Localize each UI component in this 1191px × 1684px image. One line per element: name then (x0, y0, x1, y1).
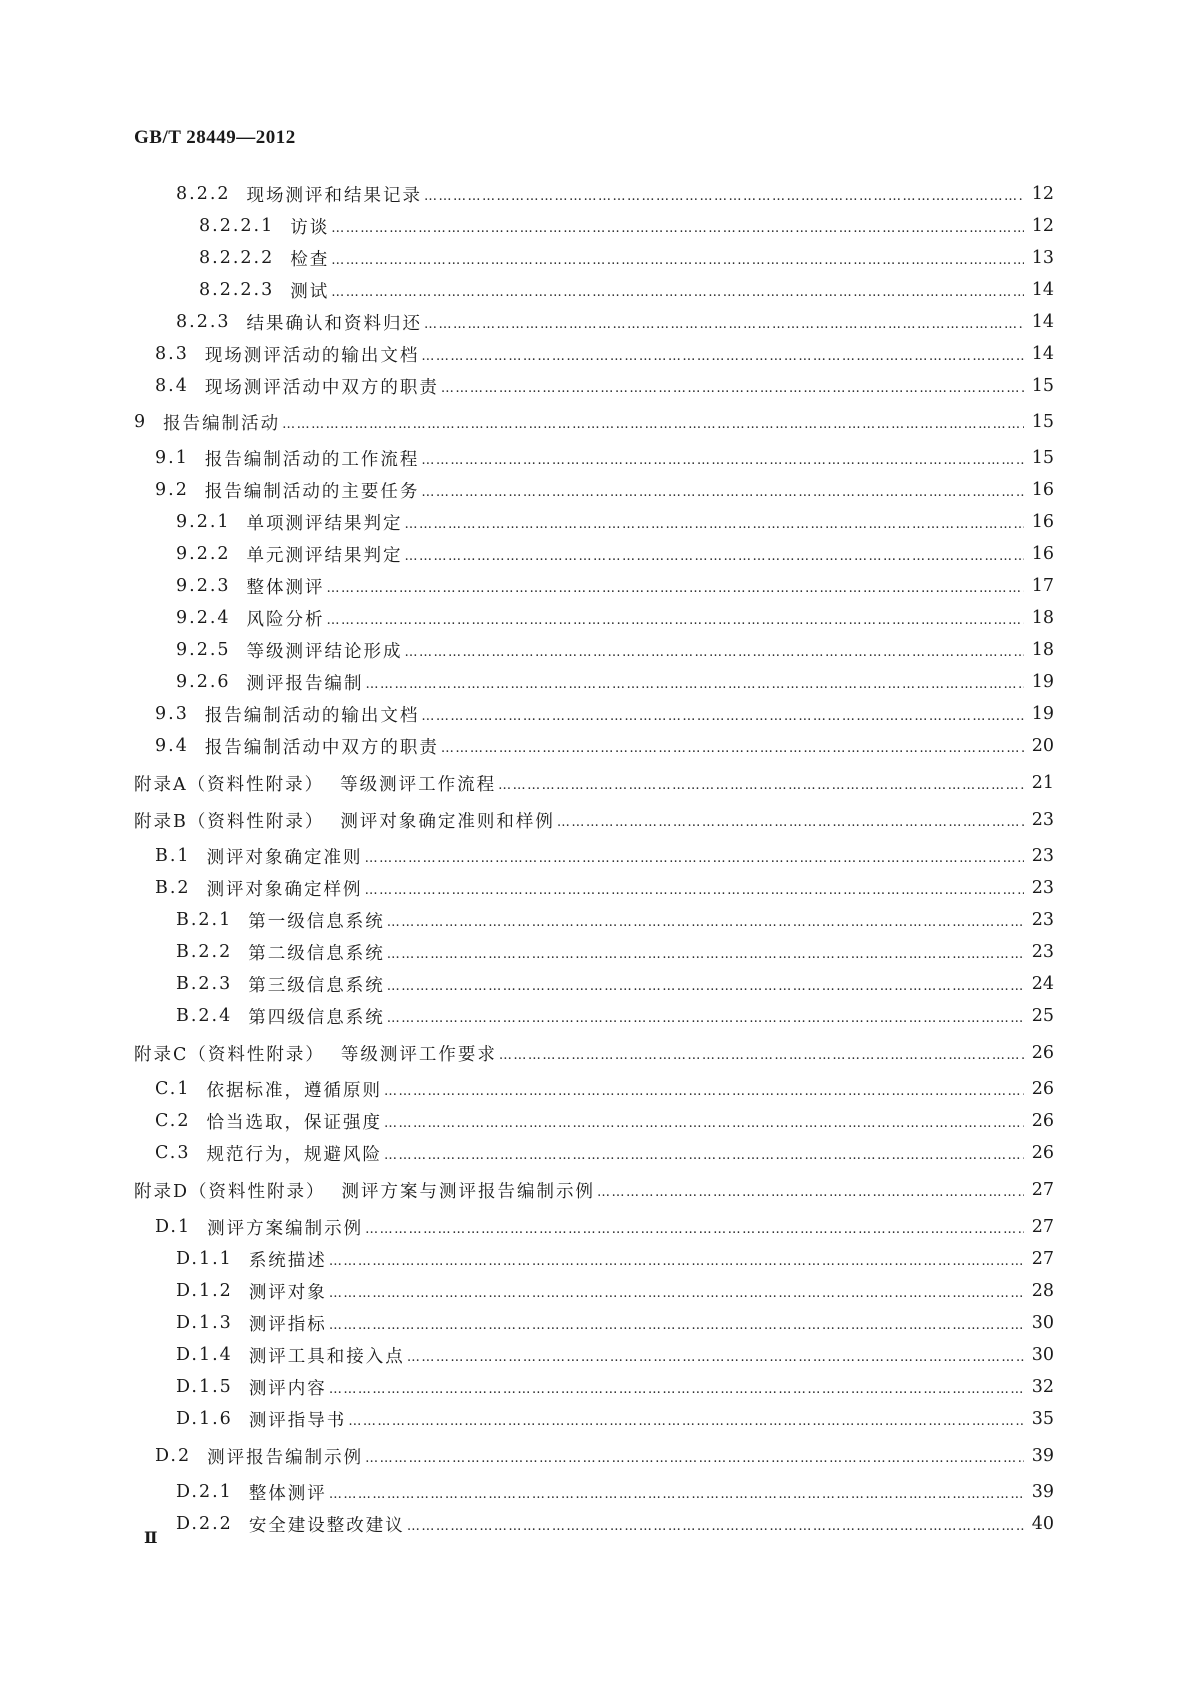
dot-leader (441, 381, 1024, 396)
toc-entry-number: B.2.1 (176, 910, 233, 930)
dot-leader (499, 1048, 1024, 1063)
toc-entry-title: 访谈 (290, 217, 330, 238)
toc-entry[interactable] (176, 938, 1054, 966)
toc-entry-title: 现场测评活动的输出文档 (204, 345, 420, 366)
dot-leader (365, 851, 1024, 866)
toc-entry-title: 等级测评工作流程 (340, 774, 497, 795)
toc-entry[interactable] (176, 970, 1054, 998)
toc-entry-page: 13 (1031, 248, 1054, 268)
dot-leader (424, 317, 1024, 332)
page-number: Ⅱ (144, 1530, 158, 1547)
toc-entry-number: 附录D（资料性附录） (134, 1181, 326, 1202)
toc-entry-page: 18 (1031, 608, 1054, 628)
dot-leader (421, 485, 1023, 500)
toc-entry-title: 第一级信息系统 (248, 911, 385, 932)
toc-entry[interactable] (155, 700, 1054, 728)
toc-entry-title: 测评对象 (248, 1282, 327, 1303)
toc-entry[interactable] (176, 308, 1054, 336)
toc-entry-number: 9.3 (155, 704, 189, 724)
toc-entry[interactable] (199, 212, 1054, 240)
toc-entry[interactable] (176, 1510, 1054, 1538)
dot-leader (421, 453, 1023, 468)
toc-entry[interactable] (176, 1405, 1054, 1433)
toc-entry-number: 9.2.4 (176, 608, 231, 628)
toc-entry-page: 15 (1031, 376, 1054, 396)
toc-entry-number: D.1.6 (176, 1409, 233, 1429)
toc-entry[interactable] (155, 340, 1054, 368)
toc-entry-page: 14 (1031, 344, 1054, 364)
dot-leader (365, 883, 1024, 898)
toc-entry-number: 附录A（资料性附录） (134, 774, 325, 795)
toc-entry-page: 21 (1031, 773, 1054, 793)
toc-entry-page: 19 (1031, 672, 1054, 692)
toc-entry-title: 整体测评 (248, 1483, 327, 1504)
dot-leader (384, 1084, 1024, 1099)
toc-entry-page: 12 (1031, 184, 1054, 204)
toc-entry-number: B.2.3 (176, 974, 233, 994)
toc-entry-title: 第三级信息系统 (248, 975, 385, 996)
toc-entry-title: 测评方案编制示例 (207, 1218, 364, 1239)
toc-entry-page: 27 (1031, 1217, 1054, 1237)
dot-leader (387, 915, 1024, 930)
dot-leader (407, 1350, 1024, 1365)
toc-entry-page: 26 (1031, 1079, 1054, 1099)
toc-entry-page: 27 (1031, 1249, 1054, 1269)
toc-entry-number: 8.2.3 (176, 312, 231, 332)
toc-entry-page: 23 (1031, 910, 1054, 930)
toc-entry-page: 17 (1031, 576, 1054, 596)
toc-entry-title: 测评对象确定样例 (206, 879, 363, 900)
toc-entry-title: 测评内容 (248, 1378, 327, 1399)
toc-entry-number: D.1.4 (176, 1345, 233, 1365)
toc-entry-number: 9.2 (155, 480, 189, 500)
toc-entry-page: 40 (1031, 1514, 1054, 1534)
dot-leader (405, 549, 1024, 564)
toc-entry-page: 16 (1031, 544, 1054, 564)
toc-entry-title: 单元测评结果判定 (246, 545, 403, 566)
toc-entry[interactable] (176, 1277, 1054, 1305)
toc-entry-page: 23 (1031, 846, 1054, 866)
toc-entry[interactable] (155, 874, 1054, 902)
toc-entry-number: 9.2.3 (176, 576, 231, 596)
toc-entry-page: 24 (1031, 974, 1054, 994)
toc-entry-title: 测评对象确定准则 (206, 847, 363, 868)
toc-entry[interactable] (176, 1341, 1054, 1369)
toc-entry-number: C.3 (155, 1143, 191, 1163)
toc-entry-title: 测评对象确定准则和样例 (340, 811, 555, 832)
toc-entry[interactable] (199, 276, 1054, 304)
dot-leader (387, 1011, 1024, 1026)
dot-leader (498, 778, 1024, 793)
toc-entry-number: D.1.1 (176, 1249, 233, 1269)
toc-entry-title: 第二级信息系统 (248, 943, 385, 964)
toc-entry-title: 系统描述 (248, 1250, 327, 1271)
toc-entry-title: 整体测评 (246, 577, 325, 598)
toc-entry[interactable] (176, 1478, 1054, 1506)
toc-entry-page: 26 (1031, 1143, 1054, 1163)
dot-leader (384, 1116, 1024, 1131)
dot-leader (387, 979, 1024, 994)
toc-entry-number: B.2.4 (176, 1006, 233, 1026)
dot-leader (387, 947, 1024, 962)
toc-entry[interactable] (176, 906, 1054, 934)
dot-leader (407, 1519, 1024, 1534)
toc-entry-page: 27 (1031, 1180, 1054, 1200)
toc-entry-page: 26 (1031, 1043, 1054, 1063)
toc-entry-number: 9.2.1 (176, 512, 231, 532)
toc-entry-title: 报告编制活动的主要任务 (204, 481, 420, 502)
toc-entry-page: 15 (1031, 448, 1054, 468)
toc-entry-number: 8.2.2.3 (199, 280, 275, 300)
dot-leader (597, 1185, 1024, 1200)
toc-entry-title: 等级测评结论形成 (246, 641, 403, 662)
dot-leader (421, 709, 1023, 724)
toc-entry-title: 测评方案与测评报告编制示例 (341, 1181, 596, 1202)
toc-entry-title: 报告编制活动 (163, 413, 281, 434)
dot-leader (327, 613, 1024, 628)
toc-entry-title: 测试 (290, 281, 330, 302)
toc-entry-number: B.2 (155, 878, 191, 898)
toc-entry[interactable] (176, 180, 1054, 208)
dot-leader (327, 581, 1024, 596)
toc-entry-page: 39 (1031, 1446, 1054, 1466)
toc-entry-number: 9 (134, 412, 148, 432)
toc-entry[interactable] (155, 1213, 1054, 1241)
toc-entry[interactable] (176, 636, 1054, 664)
dot-leader (365, 1222, 1024, 1237)
toc-entry-title: 依据标准，遵循原则 (206, 1080, 382, 1101)
toc-entry[interactable] (155, 444, 1054, 472)
toc-entry-title: 测评报告编制 (246, 673, 364, 694)
toc-entry[interactable] (155, 372, 1054, 400)
toc-entry-title: 单项测评结果判定 (246, 513, 403, 534)
dot-leader (329, 1487, 1024, 1502)
toc-entry-page: 28 (1031, 1281, 1054, 1301)
toc-entry[interactable] (134, 1176, 1054, 1204)
toc-entry[interactable] (155, 1075, 1054, 1103)
toc-entry[interactable] (176, 572, 1054, 600)
dot-leader (329, 1382, 1024, 1397)
toc-entry-title: 报告编制活动的工作流程 (204, 449, 420, 470)
toc-entry-number: 附录C（资料性附录） (134, 1044, 325, 1065)
dot-leader (329, 1286, 1024, 1301)
document-code: GB/T 28449—2012 (134, 127, 296, 148)
toc-entry[interactable] (134, 1039, 1054, 1067)
toc-entry-page: 23 (1031, 878, 1054, 898)
dot-leader (421, 349, 1023, 364)
toc-entry[interactable] (155, 732, 1054, 760)
toc-entry[interactable] (155, 842, 1054, 870)
dot-leader (282, 417, 1024, 432)
toc-entry-page: 39 (1031, 1482, 1054, 1502)
toc-entry-page: 12 (1031, 216, 1054, 236)
dot-leader (329, 1318, 1024, 1333)
toc-entry[interactable] (176, 1309, 1054, 1337)
toc-entry-title: 第四级信息系统 (248, 1007, 385, 1028)
toc-entry-page: 14 (1031, 280, 1054, 300)
toc-entry-title: 结果确认和资料归还 (246, 313, 423, 334)
toc-entry-number: 8.2.2.1 (199, 216, 275, 236)
toc-entry-number: C.2 (155, 1111, 191, 1131)
toc-entry-page: 23 (1031, 942, 1054, 962)
toc-entry-title: 报告编制活动的输出文档 (204, 705, 420, 726)
toc-entry-page: 32 (1031, 1377, 1054, 1397)
toc-entry-title: 现场测评活动中双方的职责 (204, 377, 439, 398)
toc-entry-title: 报告编制活动中双方的职责 (204, 737, 439, 758)
toc-entry-page: 30 (1031, 1345, 1054, 1365)
toc-entry-number: D.2 (155, 1446, 192, 1466)
toc-entry-title: 检查 (290, 249, 330, 270)
toc-entry[interactable] (176, 1245, 1054, 1273)
toc-entry[interactable] (176, 668, 1054, 696)
toc-entry-number: B.2.2 (176, 942, 233, 962)
dot-leader (329, 1254, 1024, 1269)
toc-entry-page: 20 (1031, 736, 1054, 756)
toc-entry-page: 26 (1031, 1111, 1054, 1131)
dot-leader (348, 1414, 1023, 1429)
toc-entry-number: 8.4 (155, 376, 189, 396)
dot-leader (405, 517, 1024, 532)
toc-entry-number: D.2.2 (176, 1514, 233, 1534)
toc-entry-title: 安全建设整改建议 (248, 1515, 405, 1536)
dot-leader (365, 1451, 1024, 1466)
toc-entry[interactable] (134, 769, 1054, 797)
toc-entry[interactable] (134, 806, 1054, 834)
toc-entry-title: 恰当选取，保证强度 (206, 1112, 382, 1133)
toc-entry[interactable] (176, 604, 1054, 632)
toc-entry-number: D.1.2 (176, 1281, 233, 1301)
toc-entry-number: C.1 (155, 1079, 191, 1099)
dot-leader (405, 645, 1024, 660)
toc-entry-number: D.1 (155, 1217, 192, 1237)
toc-entry-title: 规范行为，规避风险 (206, 1144, 382, 1165)
toc-entry-number: 8.2.2.2 (199, 248, 275, 268)
toc-entry-page: 25 (1031, 1006, 1054, 1026)
toc-entry[interactable] (176, 540, 1054, 568)
toc-entry[interactable] (155, 1442, 1054, 1470)
toc-entry-number: 附录B（资料性附录） (134, 811, 325, 832)
dot-leader (366, 677, 1024, 692)
dot-leader (331, 221, 1023, 236)
toc-entry-number: D.1.5 (176, 1377, 233, 1397)
toc-entry-title: 测评指标 (248, 1314, 327, 1335)
toc-entry-number: 9.1 (155, 448, 189, 468)
toc-entry-number: 9.2.6 (176, 672, 231, 692)
toc-entry-page: 23 (1031, 810, 1054, 830)
toc-entry-page: 15 (1031, 412, 1054, 432)
toc-entry-title: 测评指导书 (248, 1410, 347, 1431)
toc-entry-number: 9.4 (155, 736, 189, 756)
dot-leader (384, 1148, 1024, 1163)
toc-entry[interactable] (199, 244, 1054, 272)
toc-entry-page: 16 (1031, 480, 1054, 500)
toc-entry[interactable] (155, 1107, 1054, 1135)
toc-entry-number: 8.3 (155, 344, 189, 364)
toc-entry-title: 风险分析 (246, 609, 325, 630)
toc-entry-title: 测评报告编制示例 (207, 1447, 364, 1468)
toc-entry[interactable] (155, 476, 1054, 504)
toc-entry-page: 16 (1031, 512, 1054, 532)
toc-entry-page: 30 (1031, 1313, 1054, 1333)
dot-leader (424, 189, 1024, 204)
toc-entry-page: 18 (1031, 640, 1054, 660)
toc-entry-number: 8.2.2 (176, 184, 231, 204)
toc-entry-number: D.2.1 (176, 1482, 233, 1502)
toc-entry[interactable] (134, 408, 1054, 436)
toc-entry[interactable] (176, 1373, 1054, 1401)
toc-entry[interactable] (155, 1139, 1054, 1167)
toc-entry-page: 19 (1031, 704, 1054, 724)
toc-entry-title: 等级测评工作要求 (340, 1044, 497, 1065)
toc-entry-title: 测评工具和接入点 (248, 1346, 405, 1367)
toc-entry[interactable] (176, 1002, 1054, 1030)
dot-leader (557, 815, 1024, 830)
toc-entry-number: B.1 (155, 846, 191, 866)
dot-leader (331, 253, 1023, 268)
toc-entry-number: 9.2.2 (176, 544, 231, 564)
toc-entry-number: D.1.3 (176, 1313, 233, 1333)
toc-entry-number: 9.2.5 (176, 640, 231, 660)
toc-entry-page: 14 (1031, 312, 1054, 332)
toc-entry-page: 35 (1031, 1409, 1054, 1429)
dot-leader (331, 285, 1023, 300)
toc-entry[interactable] (176, 508, 1054, 536)
dot-leader (441, 741, 1024, 756)
toc-entry-title: 现场测评和结果记录 (246, 185, 423, 206)
